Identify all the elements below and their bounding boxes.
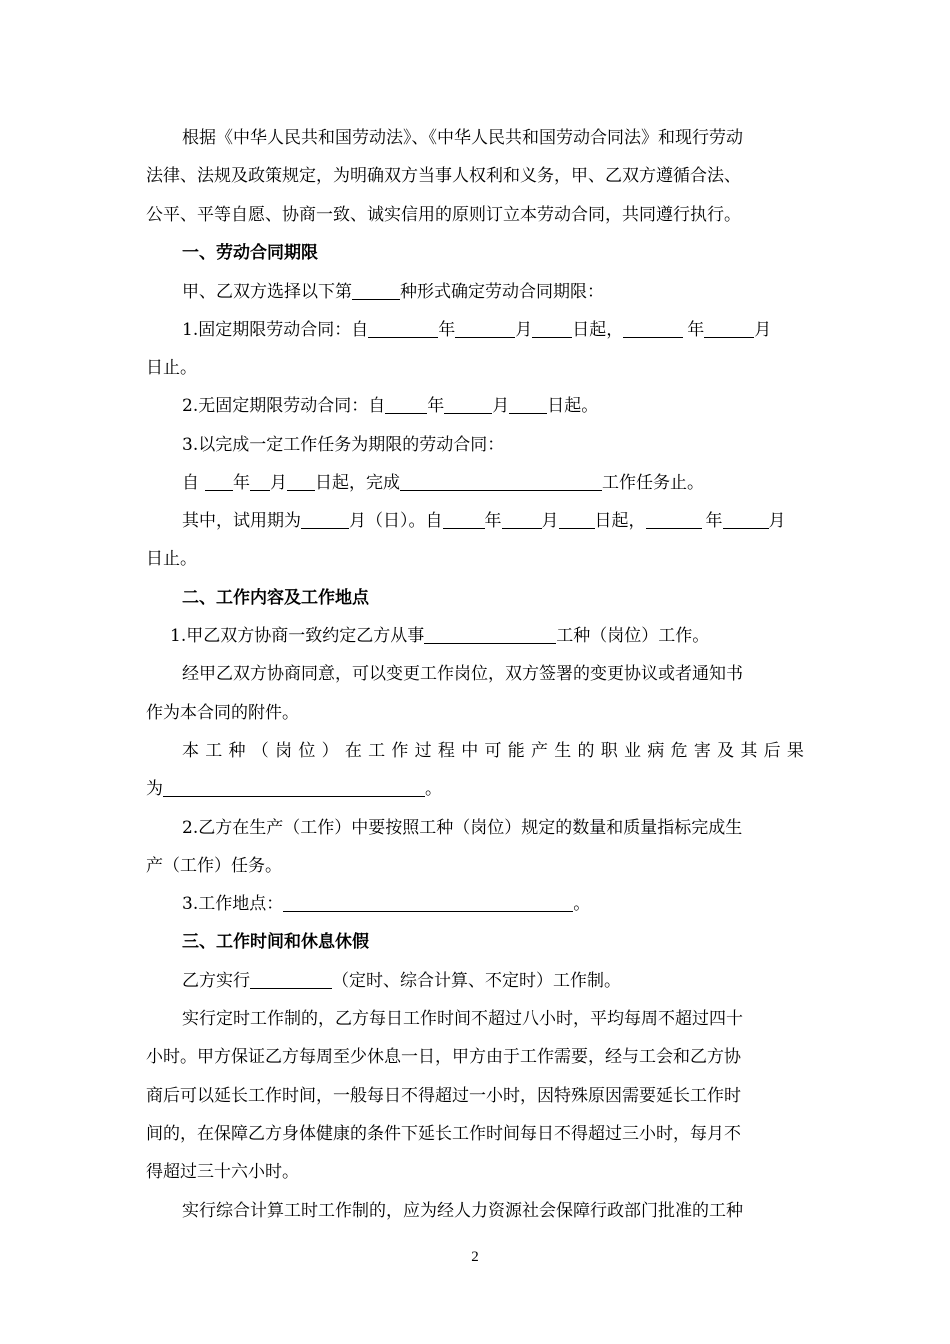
task-term-line xyxy=(182,471,704,495)
quota-line-1: 2.乙方在生产（工作）中要按照工种（岗位）规定的数量和质量指标完成生 xyxy=(182,818,743,838)
term-choice-suffix: 种形式确定劳动合同期限： xyxy=(400,282,604,302)
hazard-char: 工 xyxy=(368,741,386,761)
hazard-blank[interactable] xyxy=(163,778,425,797)
hazard-char: 种 xyxy=(228,741,246,761)
fixed-term-label: 1.固定期限劳动合同：自 xyxy=(182,320,369,340)
hazard-char: 过 xyxy=(414,741,432,761)
hazard-char: 作 xyxy=(391,741,409,761)
task-term-title: 3.以完成一定工作任务为期限的劳动合同： xyxy=(182,435,505,455)
year-label: 年 xyxy=(687,320,705,340)
work-system-blank[interactable] xyxy=(250,970,332,989)
hazard-char: 及 xyxy=(717,741,735,761)
probation-start-day-blank[interactable] xyxy=(559,510,595,529)
month-label: 月 xyxy=(754,320,772,340)
hazard-char: 其 xyxy=(740,741,758,761)
workplace-blank[interactable] xyxy=(283,893,573,912)
year-label: 年 xyxy=(705,511,723,531)
change-line-1: 经甲乙双方协商同意，可以变更工作岗位，双方签署的变更协议或者通知书 xyxy=(182,664,743,684)
hazard-char: （ xyxy=(251,741,269,761)
probation-length-blank[interactable] xyxy=(301,510,349,529)
probation-start-year-blank[interactable] xyxy=(443,510,485,529)
hazard-char: 工 xyxy=(205,741,223,761)
hazard-char: 生 xyxy=(554,741,572,761)
hazard-char: 危 xyxy=(670,741,688,761)
hazard-char: 害 xyxy=(693,741,711,761)
hazard-char: 职 xyxy=(600,741,618,761)
term-choice-prefix: 甲、乙双方选择以下第 xyxy=(182,282,352,302)
fixed-start-year-blank[interactable] xyxy=(368,319,438,338)
hours-line-4: 间的，在保障乙方身体健康的条件下延长工作时间每日不得超过三小时，每月不 xyxy=(146,1124,741,1144)
task-month-blank[interactable] xyxy=(250,472,270,491)
year-label: 年 xyxy=(427,396,445,416)
hazard-prefix: 为 xyxy=(146,779,163,799)
probation-end-month-blank[interactable] xyxy=(723,510,769,529)
hazard-line xyxy=(182,739,804,763)
open-day-blank[interactable] xyxy=(509,395,547,414)
hazard-char: 后 xyxy=(763,741,781,761)
start-label: 日起， xyxy=(572,320,624,340)
hazard-char: ） xyxy=(321,741,339,761)
workplace-line xyxy=(182,892,590,916)
hazard-char: 业 xyxy=(624,741,642,761)
term-choice-blank[interactable] xyxy=(352,281,400,300)
job-type-label: 1.甲乙双方协商一致约定乙方从事 xyxy=(170,626,425,646)
probation-unit-label: 月（日）。自 xyxy=(349,511,443,531)
task-content-blank[interactable] xyxy=(400,472,602,491)
month-label: 月 xyxy=(492,396,510,416)
work-system-label: 乙方实行 xyxy=(182,971,250,991)
start-label: 日起。 xyxy=(547,396,599,416)
period: 。 xyxy=(425,779,442,799)
fixed-term-end: 日止。 xyxy=(146,358,197,378)
task-day-blank[interactable] xyxy=(287,472,315,491)
probation-line xyxy=(182,509,786,533)
fixed-start-month-blank[interactable] xyxy=(455,319,515,338)
fixed-start-day-blank[interactable] xyxy=(532,319,572,338)
from-label: 自 xyxy=(182,473,199,493)
hazard-char: 能 xyxy=(507,741,525,761)
task-year-blank[interactable] xyxy=(205,472,233,491)
start-label: 日起， xyxy=(594,511,646,531)
term-choice-line xyxy=(182,280,604,304)
open-term-line xyxy=(182,394,598,418)
section2-heading: 二、工作内容及工作地点 xyxy=(182,588,369,608)
hazard-char: 可 xyxy=(484,741,502,761)
open-term-label: 2.无固定期限劳动合同：自 xyxy=(182,396,386,416)
job-type-suffix: 工种（岗位）工作。 xyxy=(556,626,710,646)
probation-label: 其中，试用期为 xyxy=(182,511,301,531)
year-label: 年 xyxy=(438,320,456,340)
hours-line-1: 实行定时工作制的，乙方每日工作时间不超过八小时，平均每周不超过四十 xyxy=(182,1009,743,1029)
section1-heading: 一、劳动合同期限 xyxy=(182,243,318,263)
change-line-2: 作为本合同的附件。 xyxy=(146,703,299,723)
hazard-char: 果 xyxy=(786,741,804,761)
hazard-char: 在 xyxy=(344,741,362,761)
hours-line-5: 得超过三十六小时。 xyxy=(146,1162,299,1182)
hazard-char: 病 xyxy=(647,741,665,761)
month-label: 月 xyxy=(768,511,786,531)
comprehensive-line: 实行综合计算工时工作制的，应为经人力资源社会保障行政部门批准的工种 xyxy=(182,1201,743,1221)
quota-line-2: 产（工作）任务。 xyxy=(146,856,282,876)
task-start-label: 日起，完成 xyxy=(315,473,400,493)
year-label: 年 xyxy=(233,473,250,493)
hazard-char: 程 xyxy=(437,741,455,761)
hours-line-2: 小时。甲方保证乙方每周至少休息一日，甲方由于工作需要，经与工会和乙方协 xyxy=(146,1047,741,1067)
job-type-blank[interactable] xyxy=(424,625,556,644)
hours-line-3: 商后可以延长工作时间，一般每日不得超过一小时，因特殊原因需要延长工作时 xyxy=(146,1086,741,1106)
hazard-char: 本 xyxy=(182,741,199,761)
month-label: 月 xyxy=(270,473,287,493)
probation-end: 日止。 xyxy=(146,549,197,569)
hazard-char: 产 xyxy=(530,741,548,761)
probation-start-month-blank[interactable] xyxy=(502,510,542,529)
page-number: 2 xyxy=(471,1249,479,1265)
job-type-line xyxy=(170,624,709,648)
fixed-term-line xyxy=(182,318,771,342)
fixed-end-year-blank[interactable] xyxy=(623,319,683,338)
period: 。 xyxy=(573,894,591,914)
month-label: 月 xyxy=(541,511,559,531)
probation-end-year-blank[interactable] xyxy=(646,510,702,529)
workplace-label: 3.工作地点： xyxy=(182,894,284,914)
hazard-char: 位 xyxy=(298,741,316,761)
open-year-blank[interactable] xyxy=(385,395,427,414)
intro-line-1: 根据《中华人民共和国劳动法》、《中华人民共和国劳动合同法》和现行劳动 xyxy=(182,128,743,148)
year-label: 年 xyxy=(484,511,502,531)
intro-line-2: 法律、法规及政策规定，为明确双方当事人权利和义务，甲、乙双方遵循合法、 xyxy=(146,166,741,186)
work-system-line xyxy=(182,969,621,993)
month-label: 月 xyxy=(515,320,533,340)
section3-heading: 三、工作时间和休息休假 xyxy=(182,932,369,952)
work-system-suffix: （定时、综合计算、不定时）工作制。 xyxy=(332,971,621,991)
task-end-label: 工作任务止。 xyxy=(602,473,704,493)
intro-line-3: 公平、平等自愿、协商一致、诚实信用的原则订立本劳动合同，共同遵行执行。 xyxy=(146,205,741,225)
fixed-end-month-blank[interactable] xyxy=(704,319,754,338)
hazard-char: 的 xyxy=(577,741,595,761)
hazard-char: 中 xyxy=(461,741,479,761)
hazard-fill-line xyxy=(146,777,442,801)
open-month-blank[interactable] xyxy=(444,395,492,414)
hazard-char: 岗 xyxy=(275,741,293,761)
